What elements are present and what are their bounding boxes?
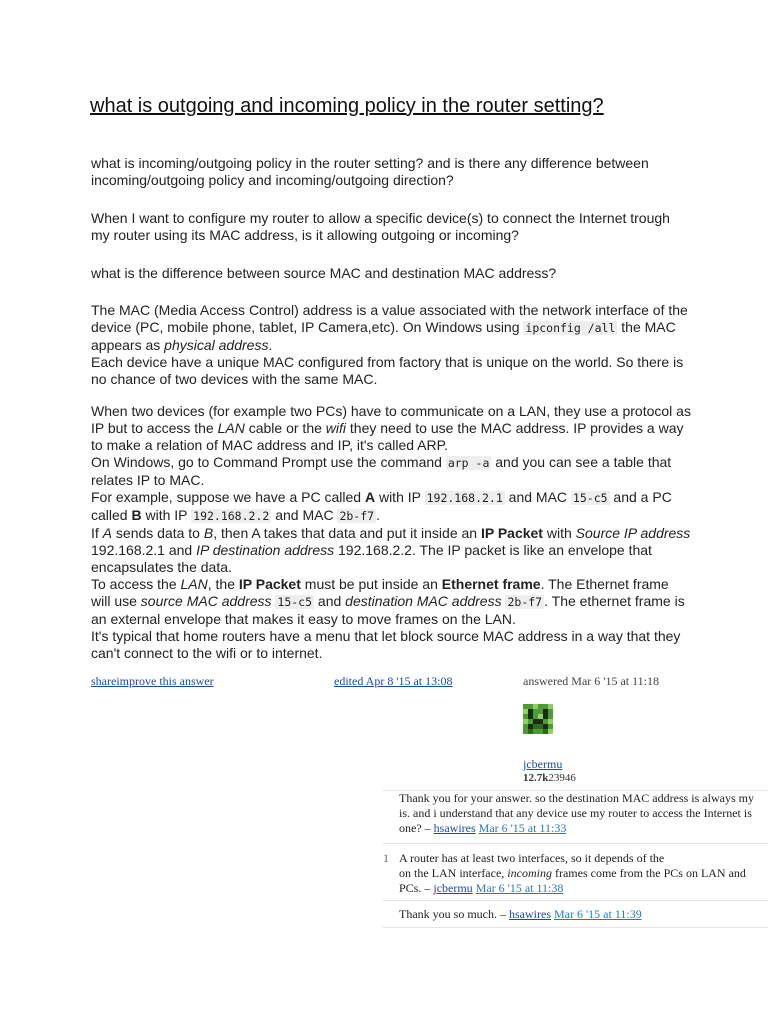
comment-user-link[interactable]: jcbermu xyxy=(433,881,473,895)
comment-item xyxy=(383,843,768,898)
answer-paragraph-arp: On Windows, go to Command Prompt use the command arp -a and you can see a table that relates IP to MAC. xyxy=(91,454,672,488)
comment-time-link[interactable]: Mar 6 '15 at 11:33 xyxy=(478,821,567,835)
reputation-score: 12.7k xyxy=(523,772,549,784)
edited-info xyxy=(334,674,452,689)
answer-paragraph-ip-packet: If A sends data to B, then A takes that data and put it inside an IP Packet with Source IP address 192.168.2.1 and IP destination address 192.168.2.2. The IP packet is like an envelope that encapsulates the data. xyxy=(91,525,691,575)
comment-text: A router has at least two interfaces, so it depends of the on the LAN interface, incoming frames come from the PCs on LAN and PCs. – jcbermu Mar 6 '15 at 11:38 xyxy=(399,851,746,895)
question-paragraph-1: what is incoming/outgoing policy in the router setting? and is there any difference between incoming/outgoing policy and incoming/outgoing direction? xyxy=(91,155,649,188)
badge-counts: 23946 xyxy=(548,772,576,784)
answer-paragraph-lan: When two devices (for example two PCs) have to communicate on a LAN, they use a protocol as IP but to access the LAN cable or the wifi they need to use the MAC address. IP provides a way to make a relation of MAC address and IP, it's called ARP. xyxy=(91,403,691,453)
comment-time-link[interactable]: Mar 6 '15 at 11:38 xyxy=(475,881,564,895)
comment-votes: 1 xyxy=(383,851,389,865)
answer-paragraph-mac: The MAC (Media Access Control) address is a value associated with the network interface of the device (PC, mobile phone, tablet, IP Camera,etc). On Windows using ipconfig /all the MAC appears as physical address. xyxy=(91,302,688,353)
comment-text: Thank you so much. – hsawires Mar 6 '15 at 11:39 xyxy=(399,907,642,921)
comment-item xyxy=(383,900,768,928)
user-name-link[interactable]: jcbermu xyxy=(523,757,563,771)
question-title[interactable]: what is outgoing and incoming policy in the router setting? xyxy=(90,95,604,117)
comment-user-link[interactable]: hsawires xyxy=(433,821,476,835)
question-paragraph-2: When I want to configure my router to allow a specific device(s) to connect the Internet trough my router using its MAC address, is it allowing outgoing or incoming? xyxy=(91,210,670,243)
answer-block-1 xyxy=(91,302,691,388)
question-paragraph-3: what is the difference between source MAC and destination MAC address? xyxy=(91,265,557,281)
post-menu xyxy=(91,674,214,689)
avatar-pixel xyxy=(548,729,553,734)
answer-paragraph-unique: Each device have a unique MAC configured from factory that is unique on the world. So there is no chance of two devices with the same MAC. xyxy=(91,354,684,387)
share-link[interactable]: share xyxy=(91,674,117,688)
comment-item xyxy=(383,790,768,841)
user-avatar-icon[interactable] xyxy=(523,704,553,734)
user-reputation xyxy=(523,772,576,784)
improve-answer-link[interactable]: improve this answer xyxy=(116,674,214,688)
answer-paragraph-routers: It's typical that home routers have a menu that let block source MAC address in a way that they can't connect to the wifi or to internet. xyxy=(91,628,681,661)
comment-time-link[interactable]: Mar 6 '15 at 11:39 xyxy=(554,907,642,921)
comment-user-link[interactable]: hsawires xyxy=(509,907,551,921)
edited-link[interactable]: edited Apr 8 '15 at 13:08 xyxy=(334,674,453,688)
answer-block-2 xyxy=(91,403,691,662)
answer-paragraph-example: For example, suppose we have a PC called A with IP 192.168.2.1 and MAC 15-c5 and a PC called B with IP 192.168.2.2 and MAC 2b-f7 . xyxy=(91,489,672,523)
comment-text: Thank you for your answer. so the destination MAC address is always my is. and i understand that any device use my router to access the Internet is one? – hsawires Mar 6 '15 at 11:33 xyxy=(399,791,754,835)
answered-info: answered Mar 6 '15 at 11:18 xyxy=(523,674,660,688)
answer-paragraph-ethernet: To access the LAN, the IP Packet must be put inside an Ethernet frame. The Ethernet frame will use source MAC address 15-c5 and destination MAC address 2b-f7 . The ethernet frame is an external envelope that makes it easy to move frames on the LAN. xyxy=(91,576,685,627)
